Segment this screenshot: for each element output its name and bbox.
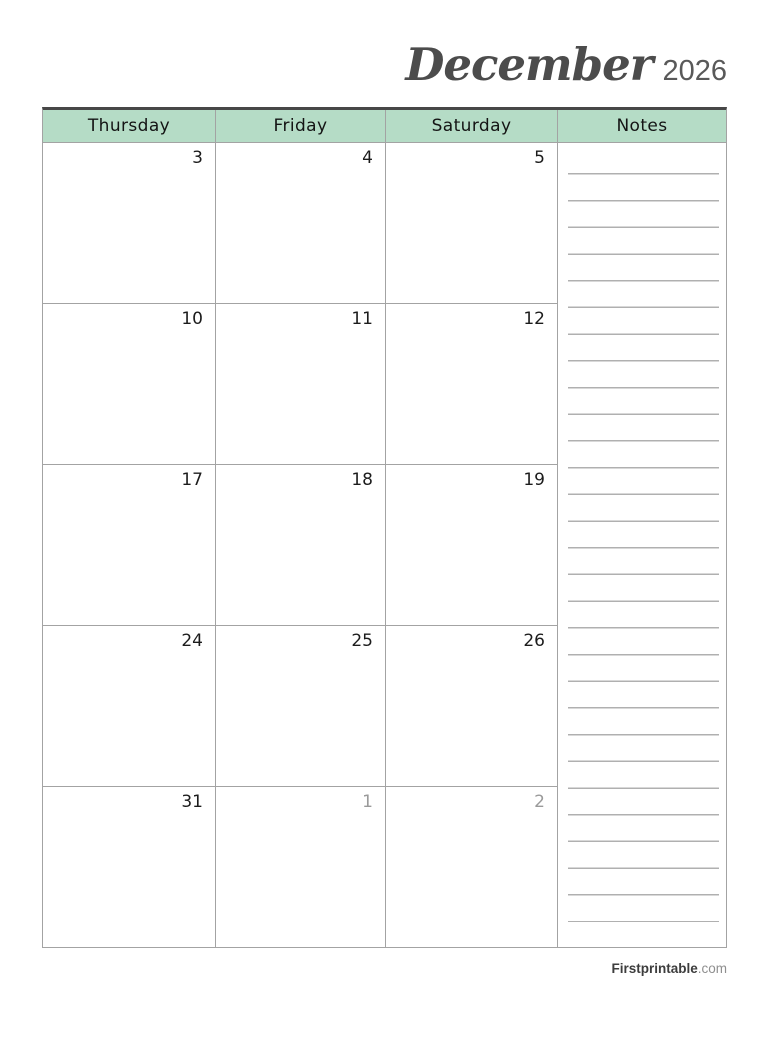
day-cell-friday-week2: 11: [216, 304, 386, 465]
page-title: [0, 38, 727, 104]
day-cell-thursday-week4: 24: [43, 626, 216, 787]
day-cell-thursday-week3: 17: [43, 465, 216, 626]
brand-suffix: .com: [697, 961, 727, 976]
day-cell-saturday-week2: 12: [386, 304, 558, 465]
day-cell-friday-week4: 25: [216, 626, 386, 787]
day-cell-saturday-week3: 19: [386, 465, 558, 626]
month-title: December: [405, 38, 653, 91]
calendar-table: [42, 107, 727, 948]
day-cell-friday-week5-next-month: 1: [216, 787, 386, 948]
brand-name: Firstprintable: [611, 961, 698, 976]
day-cell-saturday-week5-next-month: 2: [386, 787, 558, 948]
day-cell-friday-week1: 4: [216, 143, 386, 304]
notes-column: [558, 143, 726, 948]
header-cell-saturday: Saturday: [386, 110, 558, 143]
footer-brand: [0, 961, 727, 976]
notes-ruled-lines: [568, 148, 719, 922]
day-cell-saturday-week1: 5: [386, 143, 558, 304]
year-label: 2026: [662, 55, 727, 87]
header-cell-thursday: Thursday: [43, 110, 216, 143]
day-cell-friday-week3: 18: [216, 465, 386, 626]
day-cell-thursday-week5: 31: [43, 787, 216, 948]
header-cell-notes: Notes: [558, 110, 726, 143]
day-cell-saturday-week4: 26: [386, 626, 558, 787]
day-cell-thursday-week1: 3: [43, 143, 216, 304]
header-cell-friday: Friday: [216, 110, 386, 143]
day-cell-thursday-week2: 10: [43, 304, 216, 465]
